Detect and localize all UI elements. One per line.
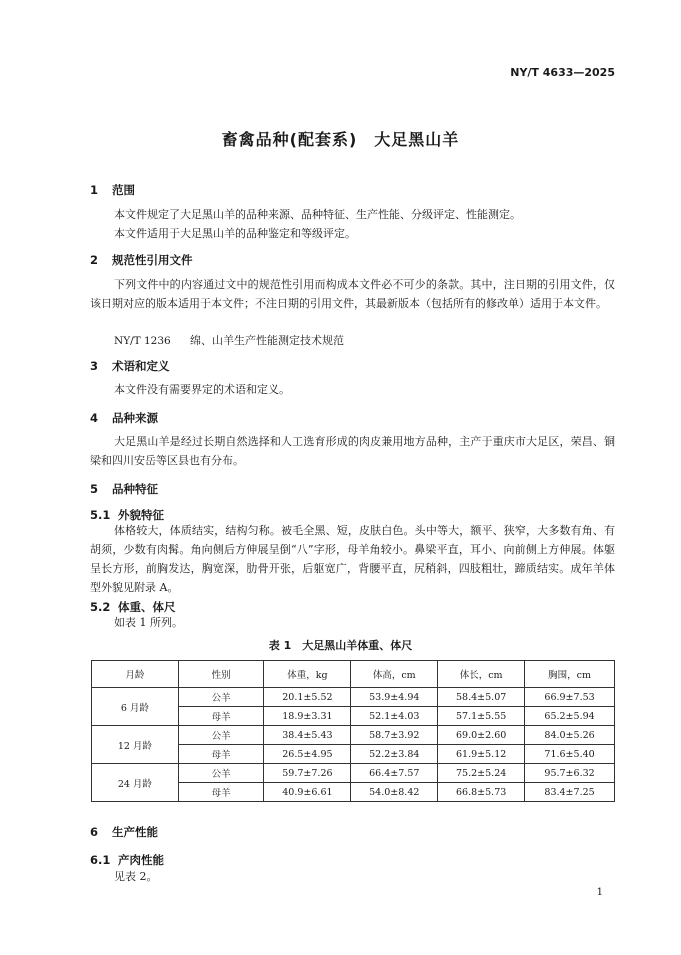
section-6-heading: 6 生产性能 [90, 825, 158, 839]
section-5-2-paragraph: 如表 1 所列。 [114, 616, 183, 629]
girth-cell: 65.2±5.94 [525, 707, 615, 726]
weight-cell: 26.5±4.95 [264, 745, 351, 764]
section-3-paragraph-1: 本文件没有需要界定的术语和定义。 [114, 383, 290, 396]
height-cell: 52.1±4.03 [351, 707, 438, 726]
sex-cell: 公羊 [178, 726, 264, 745]
table-row [92, 688, 615, 707]
height-cell: 66.4±7.57 [351, 764, 438, 783]
reference-code: NY/T 1236 [114, 335, 171, 347]
girth-cell: 83.4±7.25 [525, 783, 615, 802]
girth-cell: 66.9±7.53 [525, 688, 615, 707]
normative-reference [114, 332, 344, 348]
height-cell: 54.0±8.42 [351, 783, 438, 802]
section-4-paragraph-1: 大足黑山羊是经过长期自然选择和人工选育形成的肉皮兼用地方品种，主产于重庆市大足区，荣昌、铜梁和四川安岳等区县也有分布。 [90, 435, 615, 467]
section-6-1-paragraph: 见表 2。 [114, 870, 158, 883]
section-1-heading: 1 范围 [90, 183, 135, 197]
girth-cell: 95.7±6.32 [525, 764, 615, 783]
sex-cell: 公羊 [178, 764, 264, 783]
sex-cell: 母羊 [178, 707, 264, 726]
section-1-paragraph-1: 本文件规定了大足黑山羊的品种来源、品种特征、生产性能、分级评定、性能测定。 [114, 208, 521, 221]
weight-cell: 18.9±3.31 [264, 707, 351, 726]
document-code: NY/T 4633—2025 [510, 66, 615, 79]
weight-cell: 59.7±7.26 [264, 764, 351, 783]
header-age: 月龄 [92, 661, 179, 688]
table-1 [91, 660, 615, 802]
table-1-caption: 表 1 大足黑山羊体重、体尺 [268, 639, 413, 652]
weight-cell: 40.9±6.61 [264, 783, 351, 802]
girth-cell: 71.6±5.40 [525, 745, 615, 764]
girth-cell: 84.0±5.26 [525, 726, 615, 745]
section-5-heading: 5 品种特征 [90, 482, 158, 496]
sex-cell: 母羊 [178, 745, 264, 764]
header-girth: 胸围，cm [525, 661, 615, 688]
section-5-1-paragraph: 体格较大，体质结实，结构匀称。被毛全黑、短，皮肤白色。头中等大，额平、狭窄，大多数有角、有胡须，少数有肉髯。角向侧后方伸展呈倒“八”字形，母羊角较小。鼻梁平直，耳小、向前侧上方伸展。体躯呈长方形，前胸发达，胸宽深，肋骨开张，后躯宽广，背腰平直，尻稍斜，四肢粗壮，蹄质结实。成年羊体型外貌见附录 A。 [90, 524, 615, 594]
weight-cell: 38.4±5.43 [264, 726, 351, 745]
section-6-1-heading: 6.1 产肉性能 [90, 853, 164, 867]
height-cell: 58.7±3.92 [351, 726, 438, 745]
length-cell: 69.0±2.60 [438, 726, 525, 745]
section-3-heading: 3 术语和定义 [90, 359, 170, 373]
section-5-2-heading: 5.2 体重、体尺 [90, 600, 176, 614]
height-cell: 52.2±3.84 [351, 745, 438, 764]
length-cell: 66.8±5.73 [438, 783, 525, 802]
length-cell: 57.1±5.55 [438, 707, 525, 726]
age-cell: 12 月龄 [92, 726, 179, 764]
table-row [92, 764, 615, 783]
document-title: 畜禽品种(配套系) 大足黑山羊 [221, 130, 460, 149]
header-weight: 体重，kg [264, 661, 351, 688]
section-2-heading: 2 规范性引用文件 [90, 253, 193, 267]
age-cell: 6 月龄 [92, 688, 179, 726]
section-5-1-heading: 5.1 外貌特征 [90, 508, 164, 522]
page-number: 1 [596, 887, 603, 898]
header-height: 体高，cm [351, 661, 438, 688]
length-cell: 75.2±5.24 [438, 764, 525, 783]
reference-title: 绵、山羊生产性能测定技术规范 [190, 334, 344, 347]
header-sex: 性别 [178, 661, 264, 688]
sex-cell: 母羊 [178, 783, 264, 802]
sex-cell: 公羊 [178, 688, 264, 707]
header-length: 体长，cm [438, 661, 525, 688]
section-2-paragraph-1: 下列文件中的内容通过文中的规范性引用而构成本文件必不可少的条款。其中，注日期的引用文件，仅该日期对应的版本适用于本文件；不注日期的引用文件，其最新版本（包括所有的修改单）适用于本文件。 [90, 278, 615, 310]
length-cell: 58.4±5.07 [438, 688, 525, 707]
age-cell: 24 月龄 [92, 764, 179, 802]
table-header-row [92, 661, 615, 688]
height-cell: 53.9±4.94 [351, 688, 438, 707]
section-4-heading: 4 品种来源 [90, 411, 158, 425]
section-1-paragraph-2: 本文件适用于大足黑山羊的品种鉴定和等级评定。 [114, 227, 356, 240]
table-row [92, 726, 615, 745]
length-cell: 61.9±5.12 [438, 745, 525, 764]
weight-cell: 20.1±5.52 [264, 688, 351, 707]
